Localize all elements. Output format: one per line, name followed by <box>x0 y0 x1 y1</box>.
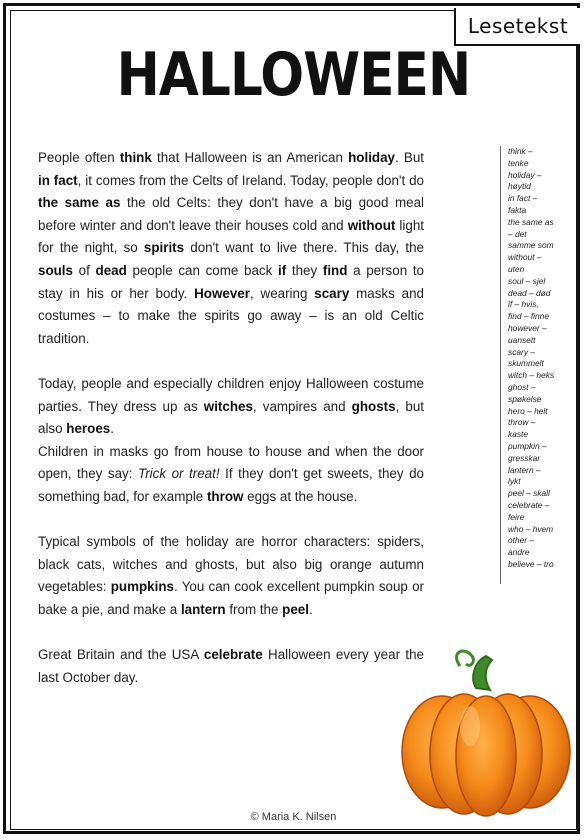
text-run: , vampires and <box>252 398 352 414</box>
pumpkin-icon <box>400 648 572 818</box>
vocab-term: ghosts <box>351 398 396 414</box>
glossary-line: think – <box>508 146 533 156</box>
glossary-line: feire <box>508 511 525 522</box>
glossary-line: gresskar <box>508 452 541 463</box>
text-run: . You can cook excellent pumpkin soup or bake a pie, and make a <box>38 579 424 617</box>
glossary-line: holiday – <box>508 169 542 180</box>
text-run: don't want to live there. This day, the <box>184 240 424 256</box>
text-run: from the <box>225 601 283 617</box>
glossary-line: uten <box>508 263 525 274</box>
text-run: the old Celts: they don't have a big good meal before winter and don't leave their houses cold and <box>38 195 424 233</box>
copyright-footer: © Maria K. Nilsen <box>250 811 337 823</box>
vocab-term: think <box>119 150 152 165</box>
vocab-term: find <box>322 262 348 278</box>
glossary-line: hero – helt <box>508 405 548 416</box>
glossary-line: tenke <box>508 157 529 168</box>
glossary-line: find – finne <box>508 311 549 322</box>
text-run: Great Britain and the USA <box>38 647 204 663</box>
text-run: If they don't get sweets, they do something bad, for example <box>38 466 424 504</box>
text-run: masks and costumes – to make the spirits go away – is an old Celtic tradition. <box>38 285 424 346</box>
glossary-line: lykt <box>508 476 521 487</box>
paragraph <box>38 373 424 441</box>
paragraph <box>38 441 424 509</box>
paragraph <box>38 147 424 350</box>
paragraph <box>38 531 424 621</box>
vocab-term: without <box>347 217 396 233</box>
glossary-line: believe – tro <box>508 558 554 569</box>
vocab-term: pumpkins <box>110 579 174 595</box>
text-run: . <box>308 601 313 617</box>
glossary-line: – det <box>508 228 527 239</box>
vocab-term: spirits <box>143 240 185 256</box>
text-run: . <box>110 421 114 437</box>
glossary-line: who – hvem <box>508 523 554 534</box>
vocab-term: dead <box>95 262 127 278</box>
glossary-line: uansett <box>508 334 536 345</box>
glossary-line: lantern – <box>508 464 541 475</box>
page-title: HALLOWEEN <box>116 40 471 110</box>
glossary-line: if – hvis, <box>508 299 539 310</box>
glossary-line: dead – død <box>508 287 551 298</box>
glossary-list <box>500 146 562 584</box>
text-run: Typical symbols of the holiday are horror characters: spiders, black cats, witches and ghosts, but also big orange autumn vegetables: <box>38 534 424 595</box>
vocab-term: in fact <box>38 172 78 188</box>
reading-text <box>38 147 424 712</box>
glossary-line: pumpkin – <box>508 440 547 451</box>
glossary-line: without – <box>508 252 542 263</box>
vocab-term: scary <box>314 285 350 301</box>
text-run: of <box>72 262 96 278</box>
text-run: that Halloween is an American <box>151 150 349 165</box>
text-run: People often <box>38 150 120 165</box>
text-run: light for the night, so <box>38 217 424 256</box>
vocab-term: holiday <box>348 150 395 165</box>
glossary-line: fakta <box>508 204 527 215</box>
lesetekst-label: Lesetekst <box>454 8 580 46</box>
vocab-term: witches <box>203 398 253 414</box>
text-run: Today, people and especially children enjoy Halloween costume parties. They dress up as <box>38 375 424 414</box>
glossary-line: however – <box>508 322 547 333</box>
vocab-term: throw <box>206 488 244 504</box>
glossary-line: skummelt <box>508 358 544 369</box>
text-run: a person to stay in his or her body. <box>38 262 424 301</box>
glossary-line: andre <box>508 547 530 558</box>
vocab-term: lantern <box>180 601 226 617</box>
glossary-line: peel – skall <box>508 488 550 499</box>
glossary-line: kaste <box>508 429 529 440</box>
text-run: eggs at the house. <box>243 488 358 504</box>
vocab-term: celebrate <box>203 647 263 663</box>
glossary-line: samme som <box>508 240 554 251</box>
glossary-line: celebrate – <box>508 499 550 510</box>
glossary-line: ghost – <box>508 381 536 392</box>
vocab-term: peel <box>282 601 309 617</box>
glossary-line: scary – <box>508 346 535 357</box>
vocab-term: However <box>194 285 250 301</box>
text-run: , it comes from the Celts of Ireland. Today, people don't do <box>77 172 424 188</box>
text-run: Children in masks go from house to house and when the door open, they say: <box>38 443 424 482</box>
vocab-term: the same as <box>38 195 121 211</box>
vocab-term: souls <box>38 262 73 278</box>
glossary-line: spøkelse <box>508 393 542 404</box>
text-run: . But <box>395 150 424 165</box>
text-run: , but also <box>38 398 425 437</box>
text-run: , wearing <box>249 285 315 301</box>
glossary-line: witch – heks <box>508 370 555 381</box>
glossary-line: other – <box>508 535 535 546</box>
vocab-term: if <box>278 262 287 278</box>
text-run: people can come back <box>126 262 278 278</box>
glossary-line: throw – <box>508 417 536 428</box>
vocab-term: heroes <box>66 421 111 437</box>
glossary-line: the same as <box>508 216 554 227</box>
text-run: Trick or treat! <box>138 466 220 482</box>
text-run: Halloween every year the last October day. <box>38 647 424 685</box>
glossary-line: soul – sjel <box>508 275 546 286</box>
text-run: they <box>286 262 323 278</box>
glossary-line: høytid <box>508 181 531 192</box>
glossary-line: in fact – <box>508 193 538 204</box>
paragraph <box>38 644 424 689</box>
